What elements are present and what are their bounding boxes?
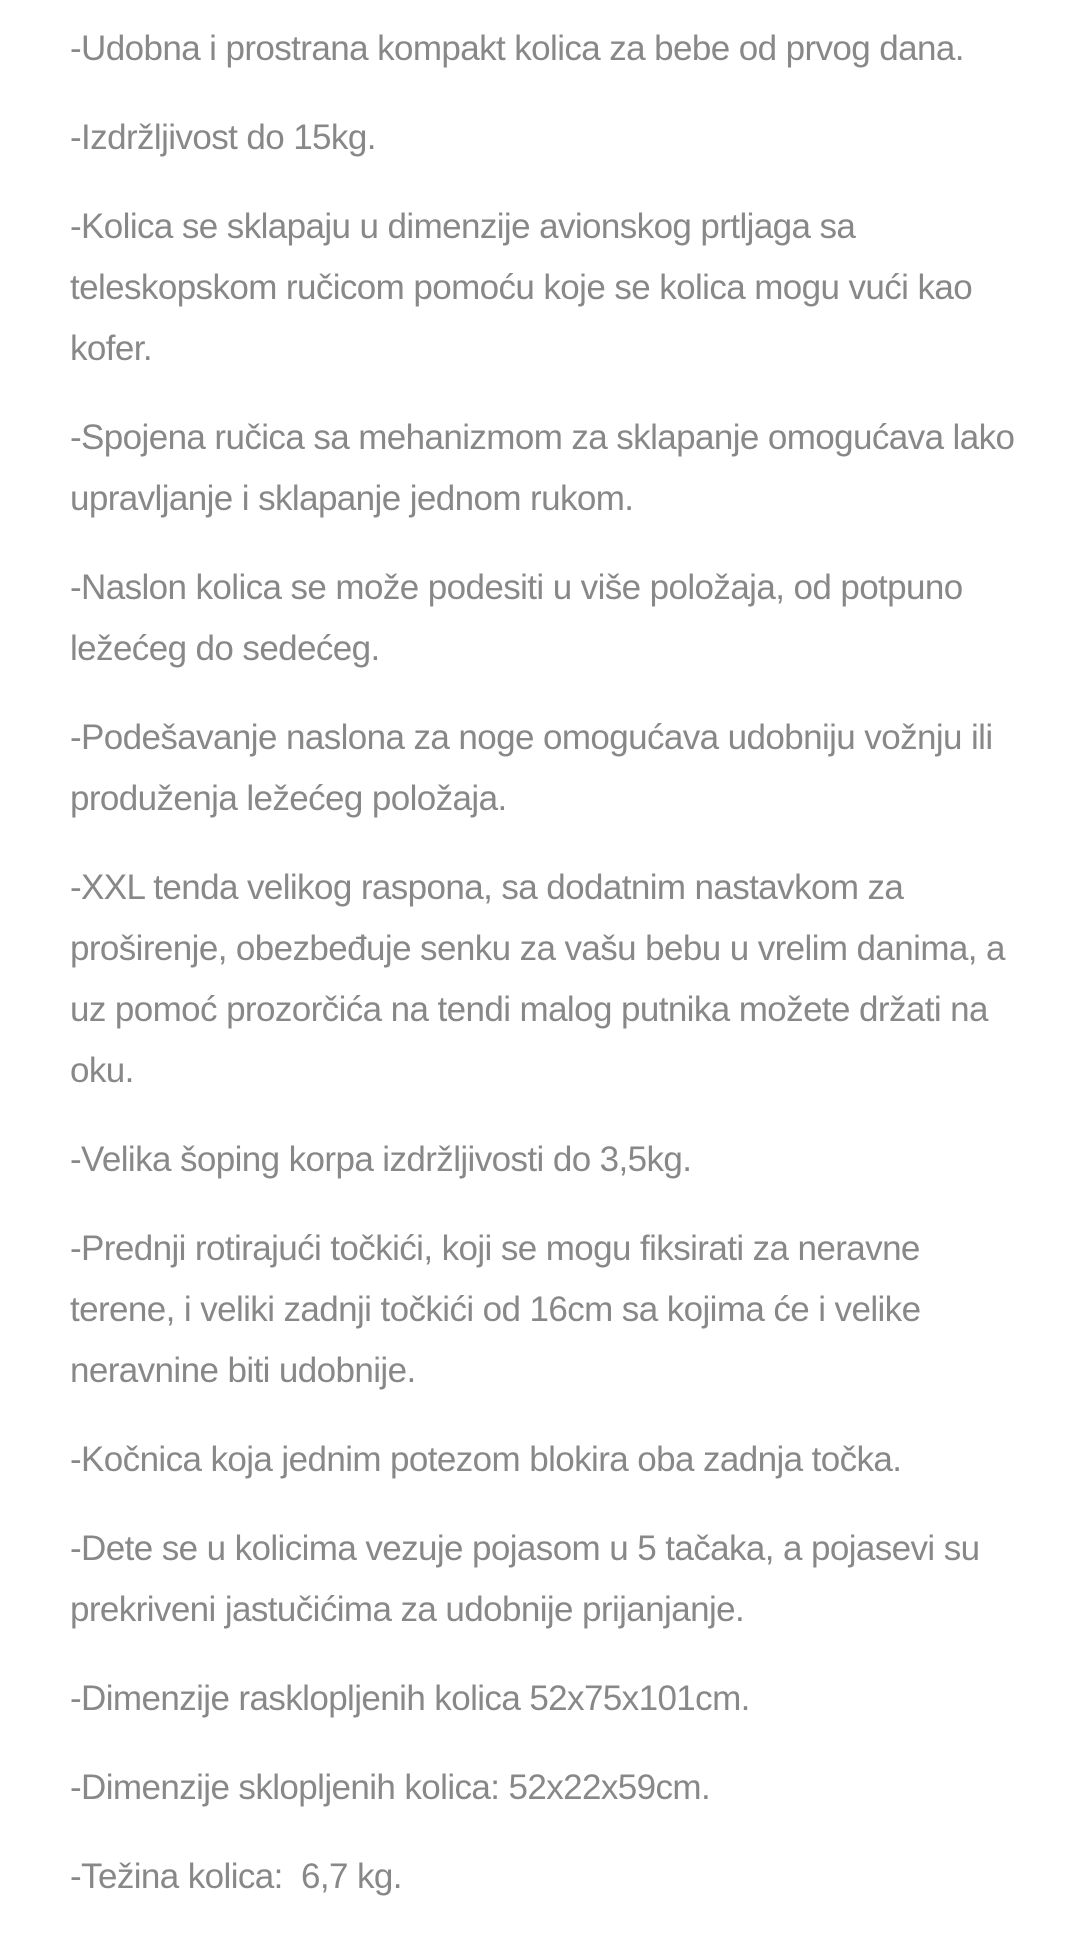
feature-folding: -Kolica se sklapaju u dimenzije avionskog prtljaga sa teleskopskom ručicom pomoću koje se kolica mogu vući kao kofer. [70, 207, 982, 368]
feature-handle: -Spojena ručica sa mehanizmom za sklapanje omogućava lako upravljanje i sklapanje jednom rukom. [70, 418, 1024, 518]
feature-max-load: -Izdržljivost do 15kg. [70, 118, 376, 157]
feature-basket: -Velika šoping korpa izdržljivosti do 3,5kg. [70, 1140, 692, 1179]
feature-wheels: -Prednji rotirajući točkići, koji se mogu fiksirati za neravne terene, i veliki zadnji točkići od 16cm sa kojima će i velike neravnine biti udobnije. [70, 1229, 930, 1390]
feature-unfolded-dimensions: -Dimenzije rasklopljenih kolica 52x75x101cm. [70, 1679, 750, 1718]
feature-comfort: -Udobna i prostrana kompakt kolica za bebe od prvog dana. [70, 29, 964, 68]
feature-canopy: -XXL tenda velikog raspona, sa dodatnim nastavkom za proširenje, obezbeđuje senku za vašu bebu u vrelim danima, a uz pomoć prozorčića na tendi malog putnika možete držati na oku. [70, 868, 1014, 1090]
feature-weight: -Težina kolica: 6,7 kg. [70, 1857, 402, 1896]
feature-footrest: -Podešavanje naslona za noge omogućava udobniju vožnju ili produženja ležećeg položaja. [70, 718, 1002, 818]
feature-folded-dimensions: -Dimenzije sklopljenih kolica: 52x22x59cm. [70, 1768, 711, 1807]
feature-backrest: -Naslon kolica se može podesiti u više položaja, od potpuno ležećeg do sedećeg. [70, 568, 972, 668]
feature-brake: -Kočnica koja jednim potezom blokira oba zadnja točka. [70, 1440, 902, 1479]
product-description [70, 18, 1030, 1907]
feature-harness: -Dete se u kolicima vezuje pojasom u 5 tačaka, a pojasevi su prekriveni jastučićima za udobnije prijanjanje. [70, 1529, 989, 1629]
